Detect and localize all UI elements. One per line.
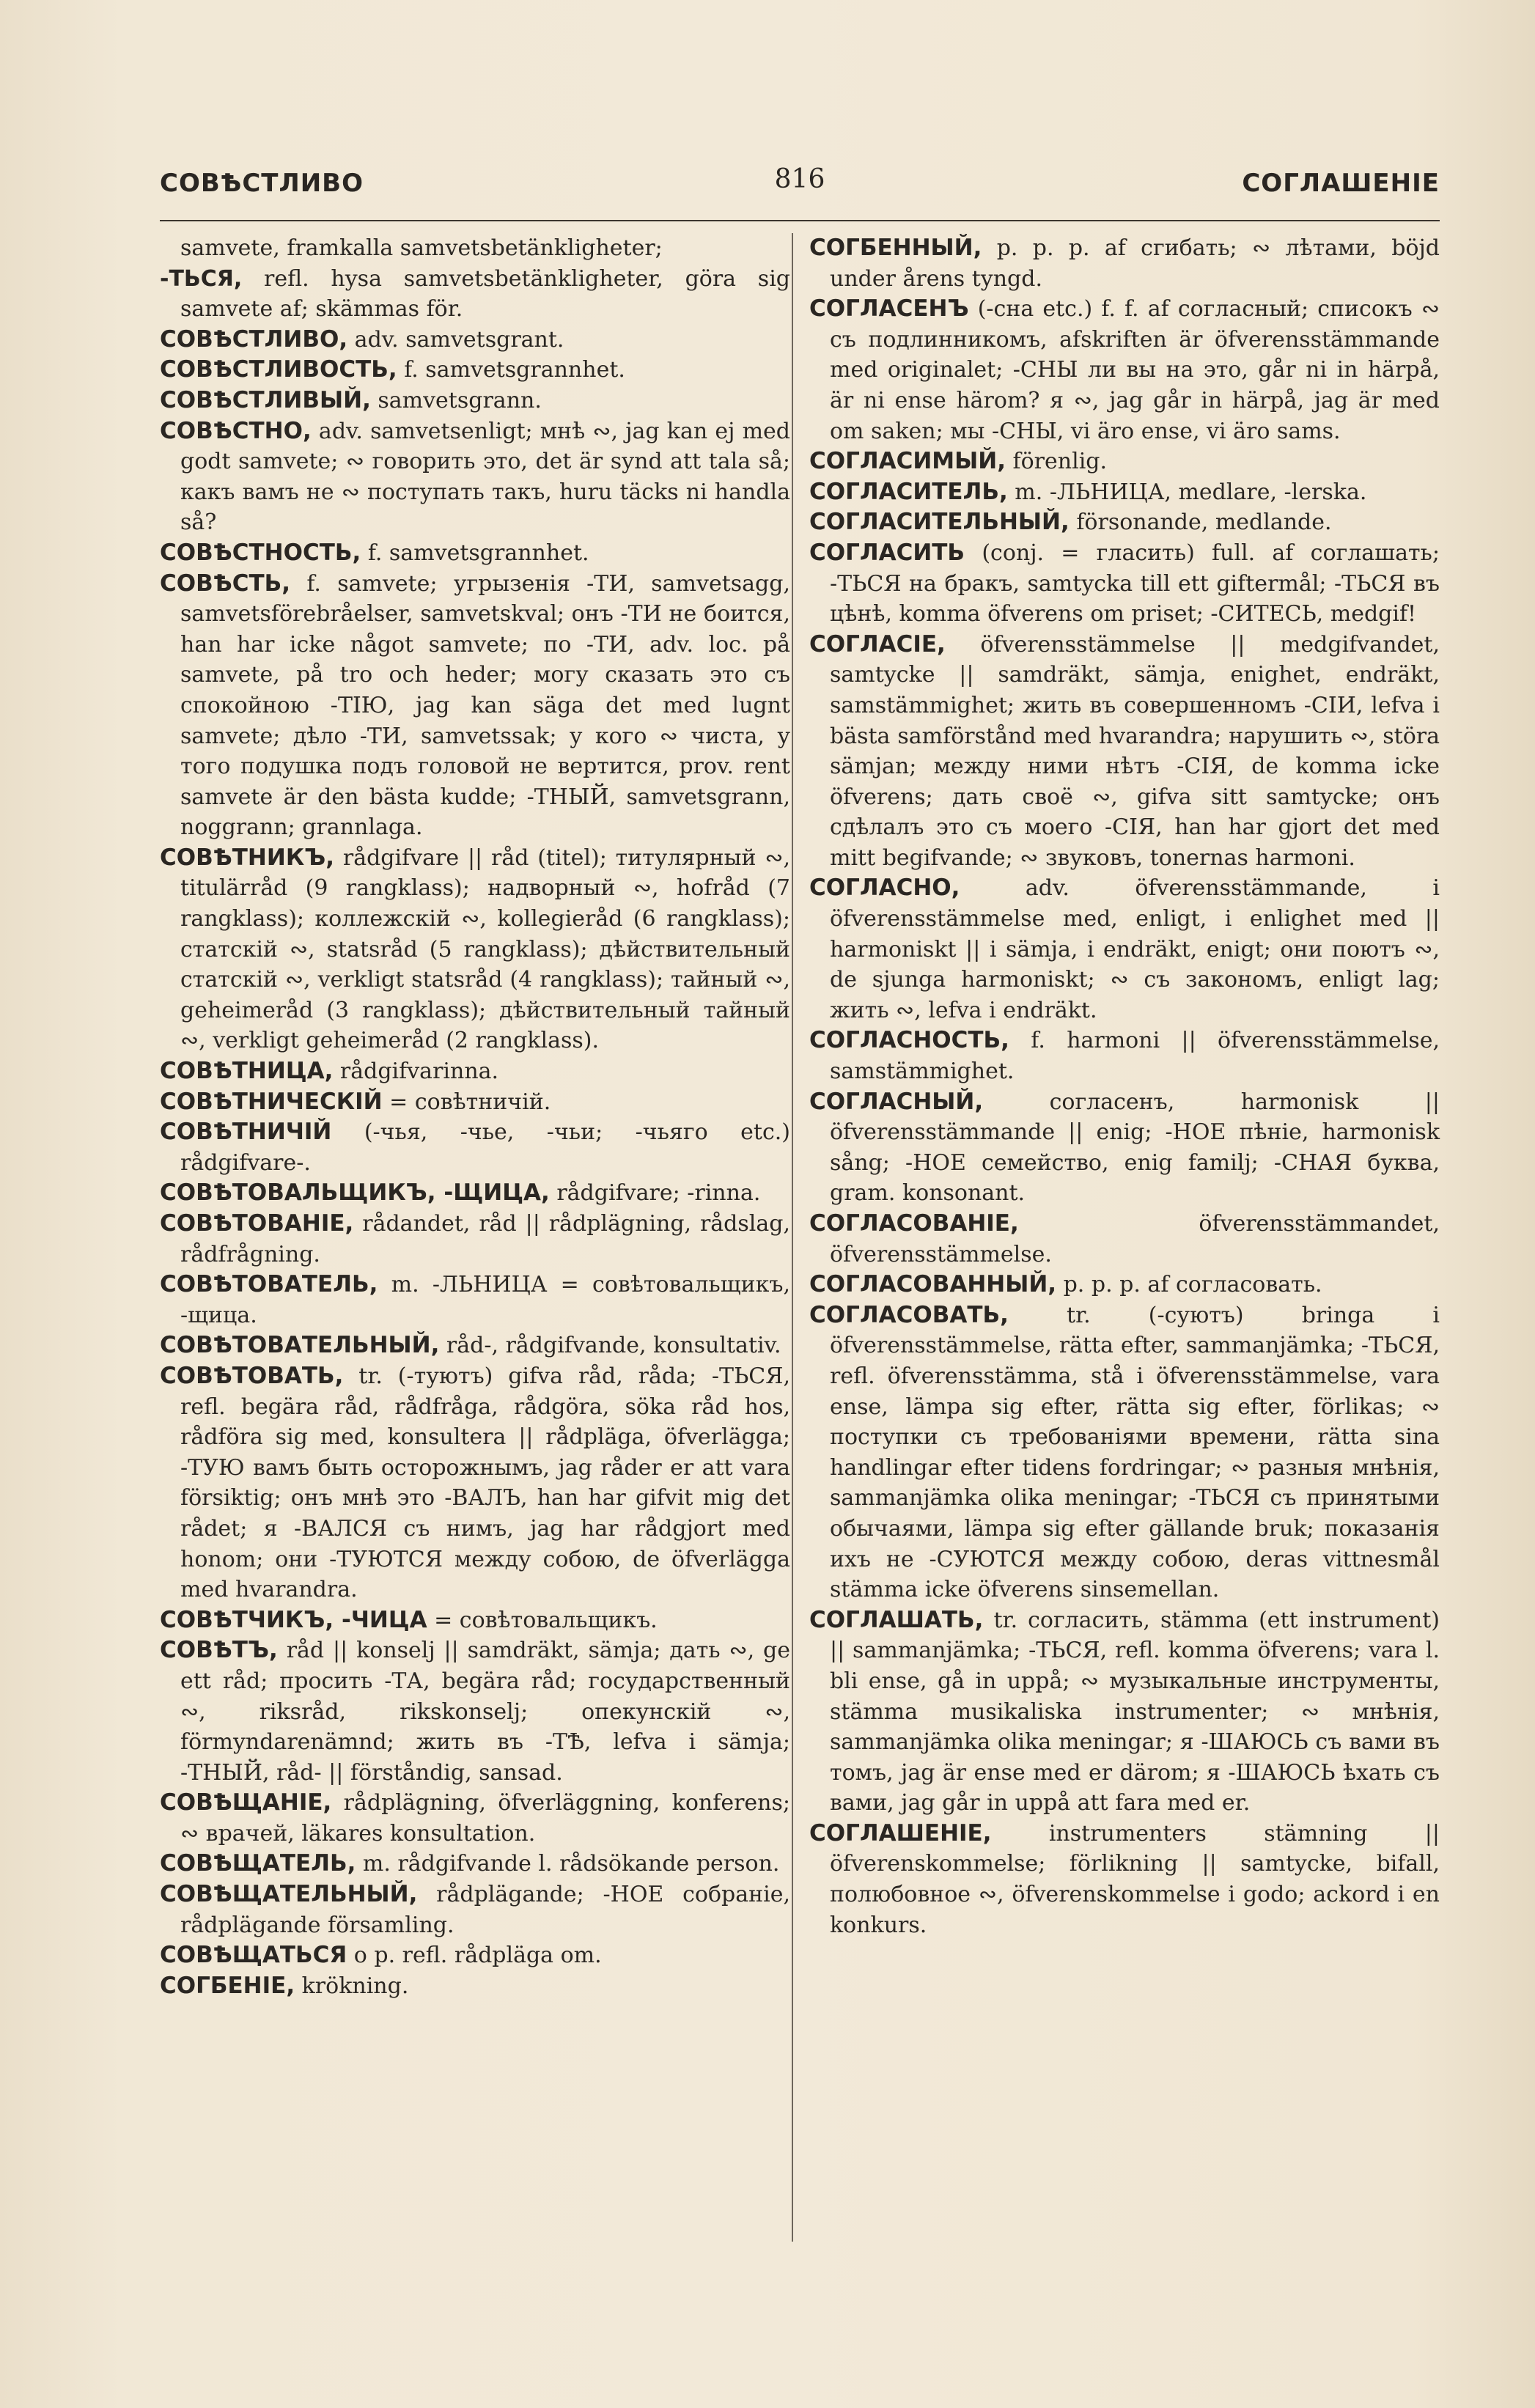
dictionary-entry bbox=[809, 507, 1440, 538]
entry-headword: СОВѢТОВАЛЬЩИКЪ, -ЩИЦА, bbox=[160, 1179, 550, 1207]
entry-definition: o p. refl. rådpläga om. bbox=[347, 1943, 602, 1969]
entry-definition: = совѣтничій. bbox=[382, 1089, 551, 1115]
entry-headword: СОВѢЩАТЕЛЬ, bbox=[160, 1850, 356, 1877]
dictionary-entry bbox=[809, 294, 1440, 446]
column-divider bbox=[792, 233, 793, 2242]
entry-headword: СОГЛАСНОСТЬ, bbox=[809, 1027, 1009, 1054]
dictionary-entry bbox=[160, 1087, 790, 1118]
entry-definition: rådgifvarinna. bbox=[333, 1058, 499, 1085]
entry-definition: samvete, framkalla samvetsbetänkligheter; bbox=[180, 235, 663, 261]
entry-headword: СОВѢСТЛИВЫЙ, bbox=[160, 386, 371, 413]
dictionary-entry bbox=[809, 477, 1440, 508]
entry-headword: СОВѢТЪ, bbox=[160, 1637, 278, 1664]
dictionary-entry bbox=[809, 630, 1440, 874]
entry-definition: согласенъ, harmonisk || öfverensstämmande || enig; -НОЕ пѣніе, harmonisk sång; -НОЕ семейство, enig familj; -СНАЯ буква, gram. konsonant. bbox=[830, 1089, 1440, 1207]
entry-definition: (-чья, -чье, -чьи; -чьяго etc.) rådgifvare-. bbox=[180, 1119, 790, 1176]
dictionary-entry bbox=[160, 1178, 790, 1209]
entry-definition: rådgifvare; -rinna. bbox=[549, 1180, 761, 1207]
dictionary-entry bbox=[160, 1788, 790, 1849]
entry-definition: = совѣтовальщикъ. bbox=[427, 1607, 658, 1633]
dictionary-entry bbox=[160, 233, 790, 264]
entry-headword: СОВѢТНИЧІЙ bbox=[160, 1119, 332, 1146]
entry-definition: råd-, rådgifvande, konsultativ. bbox=[439, 1333, 781, 1359]
dictionary-entry bbox=[809, 1819, 1440, 1940]
entry-definition: (conj. = гласить) full. af соглашать; -ТЬСЯ на бракъ, samtycka till ett giftermål; -ТЬСЯ въ цѣнѣ, komma öfverens om priset; -СИТЕСЬ, medgif! bbox=[830, 540, 1440, 627]
dictionary-entry bbox=[809, 1300, 1440, 1605]
entry-definition: råd || konselj || samdräkt, sämja; дать ∾, ge ett råd; просить -ТА, begära råd; государственный ∾, riksråd, rikskonselj; опекунскій ∾, förmyndarenämnd; жить въ -ТѢ, lefva i sämja; -ТНЫЙ, råd- || förståndig, sansad. bbox=[180, 1638, 790, 1786]
entry-headword: СОВѢЩАТЬСЯ bbox=[160, 1942, 347, 1969]
entry-definition: rådplägning, öfverläggning, konferens; ∾ врачей, läkares konsultation. bbox=[180, 1790, 790, 1846]
entry-definition: öfverensstämmelse || medgifvandet, samtycke || samdräkt, sämja, enighet, endräkt, samstämmighet; жить въ совершенномъ -СІИ, lefva i bästa samförstånd med hvarandra; нарушить ∾, störa sämjan; между ними нѣтъ -СІЯ, de komma icke öfverens; дать своё ∾, gifva sitt samtycke; онъ сдѣлалъ это съ моего -СІЯ, han har gjort det med mitt begifvande; ∾ звуковъ, tonernas harmoni. bbox=[830, 631, 1440, 871]
entry-headword: СОГЛАСИТЬ bbox=[809, 539, 965, 566]
dictionary-entry bbox=[160, 538, 790, 569]
entry-headword: СОГЛАСИМЫЙ, bbox=[809, 448, 1006, 475]
entry-definition: öfverensstämmandet, öfverensstämmelse. bbox=[830, 1211, 1440, 1267]
entry-headword: СОВѢТОВАТЕЛЬ, bbox=[160, 1271, 378, 1298]
entry-headword: СОВѢСТНО, bbox=[160, 417, 312, 444]
dictionary-entry bbox=[809, 1209, 1440, 1270]
entry-definition: tr. (-суютъ) bringa i öfverensstämmelse, rätta efter, sammanjämka; -ТЬСЯ, refl. öfverensstämma, stå i öfverensstämmelse, vara ense, lämpa sig efter, rätta sig efter, förlikas; ∾ поступки съ требованіями времени, rätta sina handlingar efter tidens fordringar; ∾ разныя мнѣнія, sammanjämka olika meningar; -ТЬСЯ съ принятыми обычаями, lämpa sig efter gällande bruk; показанія ихъ не -СУЮТСЯ между собою, deras vittnesmål stämma icke öfverens sinsemellan. bbox=[830, 1302, 1440, 1603]
dictionary-entry bbox=[160, 1605, 790, 1636]
entry-headword: СОВѢСТЬ, bbox=[160, 570, 291, 597]
entry-headword: СОВѢТНИКЪ, bbox=[160, 844, 335, 871]
entry-headword: СОГБЕННЫЙ, bbox=[809, 235, 982, 261]
entry-definition: försonande, medlande. bbox=[1069, 509, 1332, 536]
entry-headword: СОВѢТОВАНІЕ, bbox=[160, 1210, 354, 1237]
dictionary-entry bbox=[809, 446, 1440, 477]
entry-definition: krökning. bbox=[295, 1973, 409, 1999]
dictionary-entry bbox=[809, 233, 1440, 294]
entry-headword: СОВѢЩАНІЕ, bbox=[160, 1789, 332, 1816]
entry-headword: СОГЛАСІЕ, bbox=[809, 630, 946, 658]
entry-headword: СОГЛАШАТЬ, bbox=[809, 1606, 984, 1633]
header-rule bbox=[160, 220, 1440, 221]
dictionary-entry bbox=[160, 416, 790, 538]
entry-definition: tr. согласить, stämma (ett instrument) || sammanjämka; -ТЬСЯ, refl. komma öfverens; vara l. bli ense, gå in uppå; ∾ музыкальные инструменты, stämma musikaliska instrumenter; ∾ мнѣнія, sammanjämka olika meningar; я -ШАЮСЬ съ вами въ томъ, jag är ense med er därom; я -ШАЮСЬ ѣхать съ вами, jag går in uppå att fara med er. bbox=[830, 1607, 1440, 1816]
entry-headword: СОВѢСТНОСТЬ, bbox=[160, 539, 361, 566]
entry-definition: adv. samvetsgrant. bbox=[347, 326, 564, 353]
entry-definition: p. p. p. af согласовать. bbox=[1056, 1272, 1322, 1298]
dictionary-entry bbox=[160, 264, 790, 325]
dictionary-entry bbox=[160, 1940, 790, 1971]
entry-headword: СОГЛАСОВАННЫЙ, bbox=[809, 1271, 1057, 1298]
entry-headword: СОВѢЩАТЕЛЬНЫЙ, bbox=[160, 1881, 418, 1908]
entry-definition: rådandet, råd || rådplägning, rådslag, rådfrågning. bbox=[180, 1211, 790, 1267]
entry-headword: СОВѢТНИЦА, bbox=[160, 1058, 334, 1085]
header-left-word: СОВѢСТЛИВО bbox=[160, 169, 364, 198]
entry-headword: СОВѢТНИЧЕСКІЙ bbox=[160, 1088, 383, 1115]
entry-definition: (-сна etc.) f. f. af согласный; списокъ ∾ съ подлинникомъ, afskriften är öfverensstämmande med originalet; -СНЫ ли вы на это, går ni in härpå, är ni ense härom? я ∾, jag går in härpå, jag är med om saken; мы -СНЫ, vi äro ense, vi äro sams. bbox=[830, 296, 1440, 444]
entry-definition: f. samvetsgrannhet. bbox=[397, 357, 625, 383]
right-column bbox=[809, 233, 1440, 1940]
entry-definition: f. samvete; угрызенія -ТИ, samvetsagg, samvetsförebråelser, samvetskval; онъ -ТИ не боится, han har icke något samvete; по -ТИ, adv. loc. på samvete, på tro och heder; могу сказать это съ спокойною -ТІЮ, jag kan säga det med lugnt samvete; дѣло -ТИ, samvetssak; у кого ∾ чиста, у того подушка подъ головой не вертится, prov. rent samvete är den bästa kudde; -ТНЫЙ, samvetsgrann, noggrann; grannlaga. bbox=[180, 570, 790, 841]
entry-definition: samvetsgrann. bbox=[370, 387, 542, 413]
entry-definition: m. rådgifvande l. rådsökande person. bbox=[356, 1851, 780, 1877]
dictionary-entry bbox=[809, 1270, 1440, 1300]
entry-headword: СОВѢСТЛИВО, bbox=[160, 325, 348, 353]
entry-definition: f. harmoni || öfverensstämmelse, samstämmighet. bbox=[830, 1028, 1440, 1085]
dictionary-entry bbox=[160, 1879, 790, 1940]
entry-headword: СОГЛАСНО, bbox=[809, 875, 960, 902]
dictionary-entry bbox=[160, 1635, 790, 1788]
entry-form: -ТЬСЯ, bbox=[160, 265, 243, 292]
page-header bbox=[160, 164, 1440, 208]
entry-definition: rådgifvare || råd (titel); титулярный ∾, titulärråd (9 rangklass); надворный ∾, hofråd (7 rangklass); коллежскій ∾, kollegieråd (6 rangklass); статскій ∾, statsråd (5 rangklass); дѣйствительный статскій ∾, verkligt statsråd (4 rangklass); тайный ∾, geheimeråd (3 rangklass); дѣйствительный тайный ∾, verkligt geheimeråd (2 rangklass). bbox=[180, 844, 790, 1054]
dictionary-entry bbox=[160, 1270, 790, 1330]
entry-headword: СОВѢТОВАТЕЛЬНЫЙ, bbox=[160, 1332, 440, 1359]
dictionary-entry bbox=[160, 386, 790, 416]
entry-definition: p. p. p. af сгибать; ∾ лѣтами, böjd under årens tyngd. bbox=[830, 235, 1440, 292]
dictionary-entry bbox=[160, 1117, 790, 1178]
entry-headword: СОВѢТЧИКЪ, -ЧИЦА bbox=[160, 1606, 427, 1633]
entry-definition: tr. (-туютъ) gifva råd, råda; -ТЬСЯ, refl. begära råd, rådfråga, rådgöra, söka råd hos, rådföra sig med, konsultera || rådpläga, öfverlägga; -ТУЮ вамъ быть осторожнымъ, jag råder er att vara försiktig; онъ мнѣ это -ВАЛЪ, han har gifvit mig det rådet; я -ВАЛСЯ съ нимъ, jag har rådgjort med honom; они -ТУЮТСЯ между собою, de öfverlägga med hvarandra. bbox=[180, 1363, 790, 1603]
entry-headword: СОГЛАСОВАНІЕ, bbox=[809, 1210, 1019, 1237]
dictionary-entry bbox=[160, 1330, 790, 1361]
dictionary-entry bbox=[809, 1605, 1440, 1819]
dictionary-entry bbox=[809, 873, 1440, 1026]
dictionary-entry bbox=[160, 325, 790, 356]
dictionary-entry bbox=[160, 843, 790, 1056]
entry-headword: СОВѢТОВАТЬ, bbox=[160, 1362, 344, 1389]
dictionary-entry bbox=[160, 1849, 790, 1879]
dictionary-entry bbox=[160, 355, 790, 386]
dictionary-entry bbox=[160, 569, 790, 843]
page-number: 816 bbox=[774, 164, 825, 194]
entry-headword: СОГЛАСНЫЙ, bbox=[809, 1088, 984, 1115]
entry-definition: m. -ЛЬНИЦА, medlare, -lerska. bbox=[1007, 479, 1367, 505]
dictionary-entry bbox=[809, 1087, 1440, 1209]
entry-definition: adv. samvetsenligt; мнѣ ∾, jag kan ej med godt samvete; ∾ говорить это, det är synd att tala så; какъ вамъ не ∾ поступать такъ, huru täcks ni handla så? bbox=[180, 418, 790, 536]
dictionary-entry bbox=[809, 1026, 1440, 1086]
header-right-word: СОГЛАШЕНІЕ bbox=[1242, 169, 1440, 198]
dictionary-entry bbox=[160, 1971, 790, 2002]
entry-headword: СОГБЕНІЕ, bbox=[160, 1972, 295, 1999]
entry-definition: refl. hysa samvetsbetänkligheter, göra sig samvete af; skämmas för. bbox=[180, 265, 790, 323]
dictionary-entry bbox=[160, 1209, 790, 1270]
entry-headword: СОГЛАШЕНІЕ, bbox=[809, 1819, 992, 1846]
entry-definition: instrumenters stämning || öfverenskommelse; förlikning || samtycke, bifall, полюбовное ∾, öfverenskommelse i godo; ackord i en konkurs. bbox=[830, 1820, 1440, 1938]
entry-definition: förenlig. bbox=[1005, 449, 1108, 475]
entry-definition: f. samvetsgrannhet. bbox=[361, 540, 589, 566]
entry-headword: СОВѢСТЛИВОСТЬ, bbox=[160, 356, 397, 383]
dictionary-entry bbox=[160, 1361, 790, 1605]
entry-headword: СОГЛАСЕНЪ bbox=[809, 295, 969, 323]
entry-definition: adv. öfverensstämmande, i öfverensstämmelse med, enligt, i enlighet med || harmoniskt || i sämja, i endräkt, enigt; они поютъ ∾, de sjunga harmoniskt; ∾ съ закономъ, enligt lag; жить ∾, lefva i endräkt. bbox=[830, 875, 1440, 1023]
entry-headword: СОГЛАСИТЕЛЬНЫЙ, bbox=[809, 509, 1070, 536]
dictionary-entry bbox=[160, 1056, 790, 1087]
left-column bbox=[160, 233, 790, 2001]
entry-headword: СОГЛАСИТЕЛЬ, bbox=[809, 478, 1008, 505]
entry-definition: rådplägande; -НОЕ собраніе, rådplägande församling. bbox=[180, 1882, 790, 1938]
dictionary-entry bbox=[809, 538, 1440, 630]
entry-definition: m. -ЛЬНИЦА = совѣтовальщикъ, -щица. bbox=[180, 1272, 790, 1328]
entry-headword: СОГЛАСОВАТЬ, bbox=[809, 1301, 1009, 1328]
